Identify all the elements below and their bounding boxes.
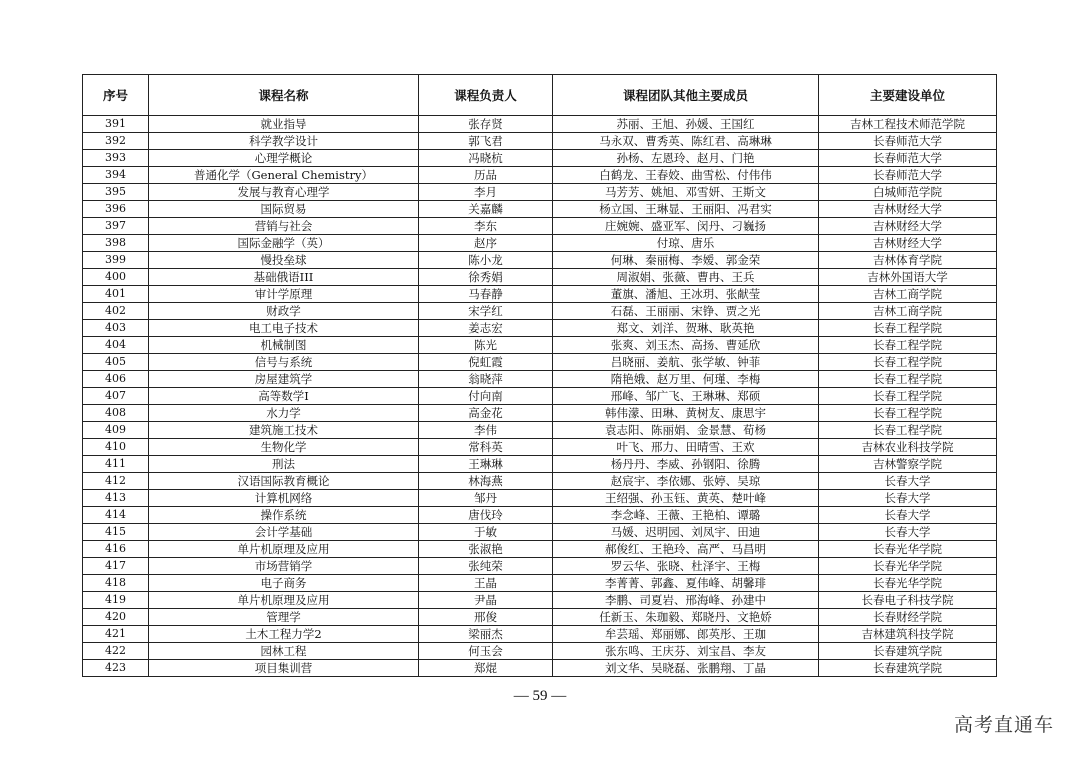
cell-course-name: 审计学原理 (149, 286, 419, 303)
cell-course-leader: 王琳琳 (419, 456, 553, 473)
cell-serial-number: 418 (83, 575, 149, 592)
cell-team-members: 周淑娟、张薇、曹冉、王兵 (553, 269, 819, 286)
cell-course-leader: 郑焜 (419, 660, 553, 677)
cell-institution: 长春工程学院 (819, 371, 997, 388)
table-row (83, 507, 997, 524)
cell-institution: 吉林警察学院 (819, 456, 997, 473)
cell-course-name: 就业指导 (149, 116, 419, 133)
cell-institution: 长春大学 (819, 524, 997, 541)
cell-course-leader: 张淑艳 (419, 541, 553, 558)
table-row (83, 116, 997, 133)
table-row (83, 303, 997, 320)
cell-team-members: 苏丽、王旭、孙媛、王国红 (553, 116, 819, 133)
cell-serial-number: 408 (83, 405, 149, 422)
cell-institution: 长春工程学院 (819, 422, 997, 439)
cell-course-name: 发展与教育心理学 (149, 184, 419, 201)
cell-course-leader: 付向南 (419, 388, 553, 405)
header-course-leader: 课程负责人 (419, 75, 553, 116)
cell-institution: 长春师范大学 (819, 167, 997, 184)
cell-institution: 长春建筑学院 (819, 660, 997, 677)
cell-serial-number: 398 (83, 235, 149, 252)
cell-team-members: 孙杨、左恩玲、赵月、门艳 (553, 150, 819, 167)
cell-team-members: 罗云华、张晓、杜泽宇、王梅 (553, 558, 819, 575)
cell-team-members: 李菁菁、郭鑫、夏伟峰、胡馨琲 (553, 575, 819, 592)
table-row (83, 371, 997, 388)
table-row (83, 558, 997, 575)
cell-serial-number: 401 (83, 286, 149, 303)
cell-institution: 长春工程学院 (819, 320, 997, 337)
cell-serial-number: 393 (83, 150, 149, 167)
cell-course-name: 房屋建筑学 (149, 371, 419, 388)
cell-team-members: 牟芸瑶、郑丽娜、郎英彤、王珈 (553, 626, 819, 643)
cell-serial-number: 415 (83, 524, 149, 541)
cell-course-leader: 陈光 (419, 337, 553, 354)
cell-course-leader: 常科英 (419, 439, 553, 456)
cell-institution: 长春大学 (819, 507, 997, 524)
cell-course-leader: 于敏 (419, 524, 553, 541)
cell-team-members: 石磊、王丽丽、宋铮、贾之光 (553, 303, 819, 320)
cell-course-name: 财政学 (149, 303, 419, 320)
cell-course-leader: 高金花 (419, 405, 553, 422)
cell-course-leader: 尹晶 (419, 592, 553, 609)
cell-serial-number: 396 (83, 201, 149, 218)
cell-course-leader: 王晶 (419, 575, 553, 592)
cell-team-members: 刘文华、吴晓磊、张鹏翔、丁晶 (553, 660, 819, 677)
cell-institution: 吉林财经大学 (819, 218, 997, 235)
cell-team-members: 杨立国、王琳显、王丽阳、冯君实 (553, 201, 819, 218)
cell-team-members: 王绍强、孙玉钰、黄英、楚叶峰 (553, 490, 819, 507)
cell-course-leader: 徐秀娟 (419, 269, 553, 286)
cell-team-members: 袁志阳、陈丽娟、金景慧、荀杨 (553, 422, 819, 439)
cell-serial-number: 413 (83, 490, 149, 507)
table-row (83, 422, 997, 439)
table-row (83, 609, 997, 626)
table-row (83, 456, 997, 473)
cell-course-leader: 关嘉麟 (419, 201, 553, 218)
cell-course-name: 高等数学Ⅰ (149, 388, 419, 405)
cell-team-members: 庄婉婉、盛亚军、闵丹、刁巍扬 (553, 218, 819, 235)
cell-course-name: 会计学基础 (149, 524, 419, 541)
cell-team-members: 任新玉、朱珈毅、郑晓丹、文艳娇 (553, 609, 819, 626)
cell-course-leader: 历品 (419, 167, 553, 184)
cell-course-leader: 唐伐玲 (419, 507, 553, 524)
cell-team-members: 赵宸宇、李依娜、张婷、吴琼 (553, 473, 819, 490)
cell-course-name: 普通化学（General Chemistry） (149, 167, 419, 184)
cell-team-members: 董旗、潘旭、王冰玥、张献莹 (553, 286, 819, 303)
cell-institution: 长春大学 (819, 473, 997, 490)
cell-course-leader: 张纯荣 (419, 558, 553, 575)
cell-serial-number: 423 (83, 660, 149, 677)
table-row (83, 269, 997, 286)
cell-institution: 长春师范大学 (819, 150, 997, 167)
table-row (83, 201, 997, 218)
cell-team-members: 李念峰、王薇、王艳柏、谭璐 (553, 507, 819, 524)
header-serial-number: 序号 (83, 75, 149, 116)
cell-course-leader: 宋学红 (419, 303, 553, 320)
cell-team-members: 邢峰、邹广飞、王琳琳、郑硕 (553, 388, 819, 405)
cell-serial-number: 414 (83, 507, 149, 524)
cell-course-name: 项目集训营 (149, 660, 419, 677)
cell-course-leader: 冯晓杭 (419, 150, 553, 167)
cell-course-leader: 郭飞君 (419, 133, 553, 150)
cell-course-leader: 陈小龙 (419, 252, 553, 269)
cell-institution: 长春建筑学院 (819, 643, 997, 660)
cell-course-name: 电工电子技术 (149, 320, 419, 337)
cell-serial-number: 422 (83, 643, 149, 660)
cell-institution: 吉林财经大学 (819, 235, 997, 252)
table-row (83, 541, 997, 558)
cell-institution: 吉林财经大学 (819, 201, 997, 218)
cell-course-name: 计算机网络 (149, 490, 419, 507)
cell-course-leader: 梁丽杰 (419, 626, 553, 643)
table-row (83, 575, 997, 592)
cell-course-leader: 姜志宏 (419, 320, 553, 337)
cell-course-name: 操作系统 (149, 507, 419, 524)
cell-institution: 吉林建筑科技学院 (819, 626, 997, 643)
cell-serial-number: 399 (83, 252, 149, 269)
cell-serial-number: 400 (83, 269, 149, 286)
cell-serial-number: 410 (83, 439, 149, 456)
cell-serial-number: 392 (83, 133, 149, 150)
table-row (83, 439, 997, 456)
cell-course-leader: 张存贤 (419, 116, 553, 133)
cell-course-name: 科学教学设计 (149, 133, 419, 150)
cell-course-name: 土木工程力学2 (149, 626, 419, 643)
cell-course-leader: 马春静 (419, 286, 553, 303)
table-row (83, 626, 997, 643)
header-team-members: 课程团队其他主要成员 (553, 75, 819, 116)
cell-team-members: 杨丹丹、李威、孙钢阳、徐腾 (553, 456, 819, 473)
cell-course-name: 心理学概论 (149, 150, 419, 167)
table-row (83, 320, 997, 337)
cell-team-members: 马永双、曹秀英、陈红君、高琳琳 (553, 133, 819, 150)
cell-serial-number: 409 (83, 422, 149, 439)
cell-team-members: 付琼、唐乐 (553, 235, 819, 252)
cell-course-name: 慢投垒球 (149, 252, 419, 269)
cell-course-leader: 倪虹霞 (419, 354, 553, 371)
course-table (82, 74, 997, 677)
header-row (83, 75, 997, 116)
cell-course-leader: 邹丹 (419, 490, 553, 507)
table-row (83, 184, 997, 201)
cell-course-leader: 赵序 (419, 235, 553, 252)
table-row (83, 592, 997, 609)
cell-course-name: 生物化学 (149, 439, 419, 456)
table-row (83, 133, 997, 150)
cell-serial-number: 417 (83, 558, 149, 575)
cell-serial-number: 412 (83, 473, 149, 490)
cell-institution: 吉林工商学院 (819, 303, 997, 320)
cell-institution: 长春工程学院 (819, 354, 997, 371)
cell-institution: 长春财经学院 (819, 609, 997, 626)
cell-serial-number: 416 (83, 541, 149, 558)
cell-course-leader: 李伟 (419, 422, 553, 439)
table-row (83, 337, 997, 354)
table-row (83, 524, 997, 541)
table-row (83, 490, 997, 507)
table-row (83, 643, 997, 660)
cell-team-members: 郑文、刘洋、贺琳、耿英艳 (553, 320, 819, 337)
cell-institution: 吉林农业科技学院 (819, 439, 997, 456)
cell-team-members: 隋艳娥、赵万里、何瑾、李梅 (553, 371, 819, 388)
cell-team-members: 马媛、迟明园、刘凤宇、田迪 (553, 524, 819, 541)
cell-institution: 长春光华学院 (819, 575, 997, 592)
cell-course-name: 单片机原理及应用 (149, 541, 419, 558)
cell-course-name: 水力学 (149, 405, 419, 422)
cell-institution: 长春工程学院 (819, 388, 997, 405)
cell-team-members: 吕晓丽、姜航、张学敏、钟菲 (553, 354, 819, 371)
table-row (83, 167, 997, 184)
cell-institution: 白城师范学院 (819, 184, 997, 201)
cell-institution: 吉林体育学院 (819, 252, 997, 269)
cell-serial-number: 391 (83, 116, 149, 133)
cell-course-leader: 李东 (419, 218, 553, 235)
cell-team-members: 白鹤龙、王春姣、曲雪松、付伟伟 (553, 167, 819, 184)
table-row (83, 218, 997, 235)
cell-serial-number: 421 (83, 626, 149, 643)
cell-institution: 长春师范大学 (819, 133, 997, 150)
cell-institution: 长春电子科技学院 (819, 592, 997, 609)
cell-team-members: 张东鸣、王庆芬、刘宝昌、李友 (553, 643, 819, 660)
cell-course-name: 建筑施工技术 (149, 422, 419, 439)
cell-course-name: 单片机原理及应用 (149, 592, 419, 609)
cell-course-leader: 林海燕 (419, 473, 553, 490)
cell-team-members: 马芳芳、姚旭、邓雪妍、王斯文 (553, 184, 819, 201)
cell-serial-number: 397 (83, 218, 149, 235)
cell-course-name: 刑法 (149, 456, 419, 473)
table-row (83, 405, 997, 422)
page-number: — 59 — (513, 688, 567, 704)
table-row (83, 388, 997, 405)
cell-course-name: 管理学 (149, 609, 419, 626)
cell-serial-number: 402 (83, 303, 149, 320)
cell-serial-number: 405 (83, 354, 149, 371)
cell-course-name: 汉语国际教育概论 (149, 473, 419, 490)
cell-course-leader: 何玉会 (419, 643, 553, 660)
header-course-name: 课程名称 (149, 75, 419, 116)
cell-serial-number: 419 (83, 592, 149, 609)
cell-serial-number: 403 (83, 320, 149, 337)
cell-institution: 吉林外国语大学 (819, 269, 997, 286)
cell-course-name: 电子商务 (149, 575, 419, 592)
cell-course-name: 基础俄语III (149, 269, 419, 286)
cell-course-name: 信号与系统 (149, 354, 419, 371)
cell-course-leader: 翁晓萍 (419, 371, 553, 388)
cell-team-members: 张爽、刘玉杰、高扬、曹延欣 (553, 337, 819, 354)
cell-course-name: 营销与社会 (149, 218, 419, 235)
cell-team-members: 叶飞、邢力、田晴雪、王欢 (553, 439, 819, 456)
table-row (83, 473, 997, 490)
cell-institution: 长春大学 (819, 490, 997, 507)
cell-course-leader: 邢俊 (419, 609, 553, 626)
cell-team-members: 李鹏、司夏岩、邢海峰、孙建中 (553, 592, 819, 609)
cell-serial-number: 406 (83, 371, 149, 388)
cell-course-name: 园林工程 (149, 643, 419, 660)
table-row (83, 252, 997, 269)
cell-institution: 长春工程学院 (819, 337, 997, 354)
table-row (83, 286, 997, 303)
table-row (83, 235, 997, 252)
cell-serial-number: 407 (83, 388, 149, 405)
cell-course-leader: 李月 (419, 184, 553, 201)
cell-course-name: 国际贸易 (149, 201, 419, 218)
cell-serial-number: 394 (83, 167, 149, 184)
cell-team-members: 郝俊红、王艳玲、高严、马昌明 (553, 541, 819, 558)
cell-serial-number: 395 (83, 184, 149, 201)
header-institution: 主要建设单位 (819, 75, 997, 116)
cell-course-name: 国际金融学（英） (149, 235, 419, 252)
cell-institution: 长春工程学院 (819, 405, 997, 422)
table-row (83, 354, 997, 371)
cell-institution: 长春光华学院 (819, 541, 997, 558)
watermark-logo-text: 高考直通车 (953, 714, 1054, 736)
cell-institution: 吉林工程技术师范学院 (819, 116, 997, 133)
cell-course-name: 市场营销学 (149, 558, 419, 575)
cell-serial-number: 404 (83, 337, 149, 354)
table-row (83, 660, 997, 677)
cell-institution: 吉林工商学院 (819, 286, 997, 303)
cell-team-members: 韩伟濛、田琳、黄树友、康思宇 (553, 405, 819, 422)
table-row (83, 150, 997, 167)
cell-institution: 长春光华学院 (819, 558, 997, 575)
cell-course-name: 机械制图 (149, 337, 419, 354)
cell-team-members: 何琳、秦丽梅、李嫒、郭金荣 (553, 252, 819, 269)
cell-serial-number: 411 (83, 456, 149, 473)
cell-serial-number: 420 (83, 609, 149, 626)
